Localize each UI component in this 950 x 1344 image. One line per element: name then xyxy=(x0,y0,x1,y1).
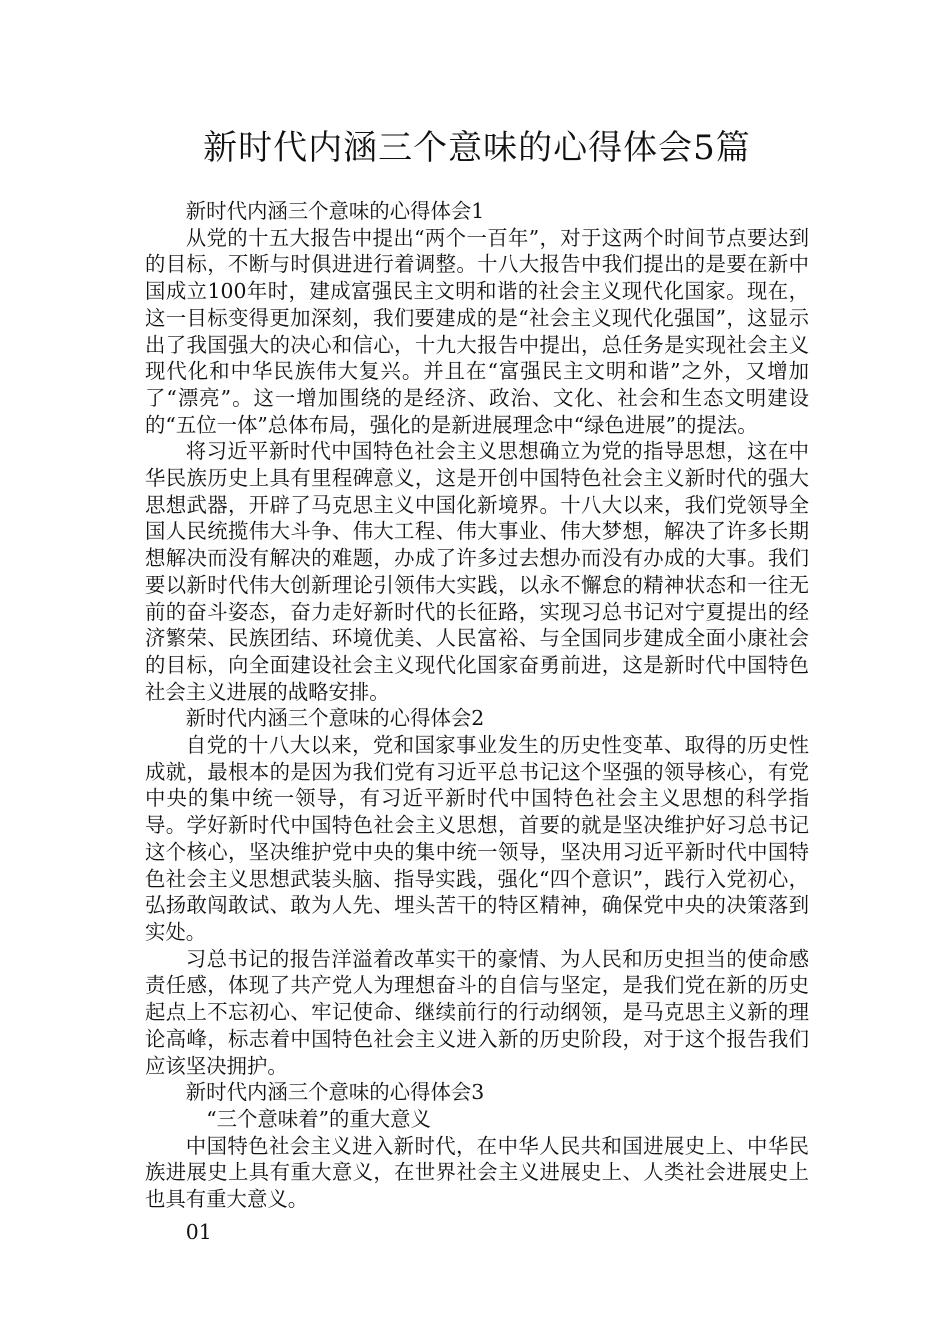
paragraph: 将习近平新时代中国特色社会主义思想确立为党的指导思想，这在中华民族历史上具有里程碑意义，这是开创中国特色社会主义新时代的强大思想武器，开辟了马克思主义中国化新境界。十八大以来，我们党领导全国人民统揽伟大斗争、伟大工程、伟大事业、伟大梦想，解决了许多长期想解决而没有解决的难题，办成了许多过去想办而没有办成的大事。我们要以新时代伟大创新理论引领伟大实践，以永不懈怠的精神状态和一往无前的奋斗姿态，奋力走好新时代的长征路，实现习总书记对宁夏提出的经济繁荣、民族团结、环境优美、人民富裕、与全国同步建成全面小康社会的目标，向全面建设社会主义现代化国家奋勇前进，这是新时代中国特色社会主义进展的战略安排。 xyxy=(145,439,809,704)
section-3 xyxy=(145,1079,809,1245)
item-number: 01 xyxy=(185,1219,212,1244)
paragraph: 从党的十五大报告中提出“两个一百年”，对于这两个时间节点要达到的目标，不断与时俱进进行着调整。十八大报告中我们提出的是要在新中国成立100年时，建成富强民主文明和谐的社会主义现代化国家。现在，这一目标变得更加深刻，我们要建成的是“社会主义现代化强国”，这显示出了我国强大的决心和信心，十九大报告中提出，总任务是实现社会主义现代化和中华民族伟大复兴。并且在“富强民主文明和谐”之外，又增加了“漂亮”。这一增加围绕的是经济、政治、文化、社会和生态文明建设的“五位一体”总体布局，强化的是新进展理念中“绿色进展”的提法。 xyxy=(145,225,809,437)
section-subheading: “三个意味着”的重大意义 xyxy=(206,1106,431,1131)
document-title: 新时代内涵三个意味的心得体会5篇 xyxy=(203,128,751,168)
section-heading: 新时代内涵三个意味的心得体会3 xyxy=(185,1080,485,1105)
section-1 xyxy=(145,198,809,705)
section-heading: 新时代内涵三个意味的心得体会1 xyxy=(185,199,485,223)
paragraph: 中国特色社会主义进入新时代，在中华人民共和国进展史上、中华民族进展史上具有重大意义，在世界社会主义进展史上、人类社会进展史上也具有重大意义。 xyxy=(145,1133,809,1212)
paragraph: 习总书记的报告洋溢着改革实干的豪情、为人民和历史担当的使命感责任感，体现了共产党人为理想奋斗的自信与坚定，是我们党在新的历史起点上不忘初心、牢记使命、继续前行的行动纲领，是马克思主义新的理论高峰，标志着中国特色社会主义进入新的历史阶段，对于这个报告我们应该坚决拥护。 xyxy=(145,946,809,1078)
document-page xyxy=(145,120,809,1245)
section-2 xyxy=(145,705,809,1079)
paragraph: 自党的十八大以来，党和国家事业发生的历史性变革、取得的历史性成就，最根本的是因为我们党有习近平总书记这个坚强的领导核心，有党中央的集中统一领导，有习近平新时代中国特色社会主义思想的科学指导。学好新时代中国特色社会主义思想，首要的就是坚决维护好习总书记这个核心，坚决维护党中央的集中统一领导，坚决用习近平新时代中国特色社会主义思想武装头脑、指导实践，强化“四个意识”，践行入党初心，弘扬敢闯敢试、敢为人先、埋头苦干的特区精神，确保党中央的决策落到实处。 xyxy=(145,733,809,944)
section-heading: 新时代内涵三个意味的心得体会2 xyxy=(185,706,485,731)
